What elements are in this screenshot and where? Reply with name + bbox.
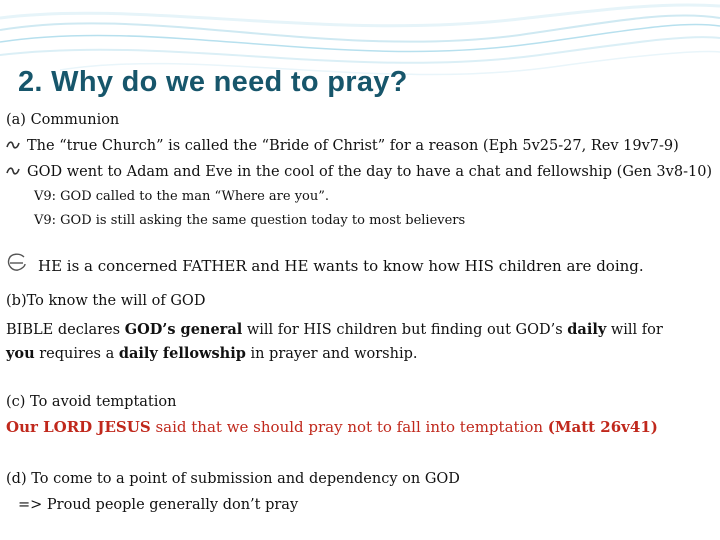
section-a-heading: (a) Communion [6, 112, 120, 128]
section-d-text: => Proud people generally don’t pray [18, 497, 299, 513]
concern-text: HE is a concerned FATHER and HE wants to know how HIS children are doing. [38, 257, 644, 275]
section-c-text: Our LORD JESUS said that we should pray not to fall into temptation (Matt 26v41) [6, 418, 658, 436]
emphasis-you: you [6, 345, 35, 362]
big-bullet-icon [6, 253, 28, 273]
emphasis-matt-ref: (Matt 26v41) [547, 418, 658, 436]
verse-note-2: V9: GOD is still asking the same question today to most believers [34, 213, 466, 228]
section-b-heading: (b)To know the will of GOD [6, 293, 206, 309]
bullet-text: GOD went to Adam and Eve in the cool of the day to have a chat and fellowship (Gen 3v8-10) [27, 164, 713, 180]
bullet-swirl-icon [6, 165, 21, 177]
bullet-point-1 [6, 137, 679, 155]
section-d-heading: (d) To come to a point of submission and dependency on GOD [6, 471, 460, 487]
emphasis-daily: daily [567, 321, 607, 338]
bullet-point-2 [6, 163, 712, 181]
slide-title: 2. Why do we need to pray? [18, 66, 408, 98]
emphasis-lord-jesus: Our LORD JESUS [6, 418, 151, 436]
section-c-heading: (c) To avoid temptation [6, 394, 177, 410]
bullet-swirl-icon [6, 139, 21, 151]
emphasis-daily-fellowship: daily fellowship [118, 345, 246, 362]
bullet-text: The “true Church” is called the “Bride of Christ” for a reason (Eph 5v25-27, Rev 19v7-9) [27, 138, 679, 154]
emphasis-general: GOD’s general [124, 321, 243, 338]
concern-statement [6, 253, 644, 275]
section-b-paragraph: BIBLE declares GOD’s general will for HIS children but finding out GOD’s daily will for you requires a daily fellowship in prayer and worship. [6, 321, 663, 362]
verse-note-1: V9: GOD called to the man “Where are you”. [34, 189, 330, 204]
